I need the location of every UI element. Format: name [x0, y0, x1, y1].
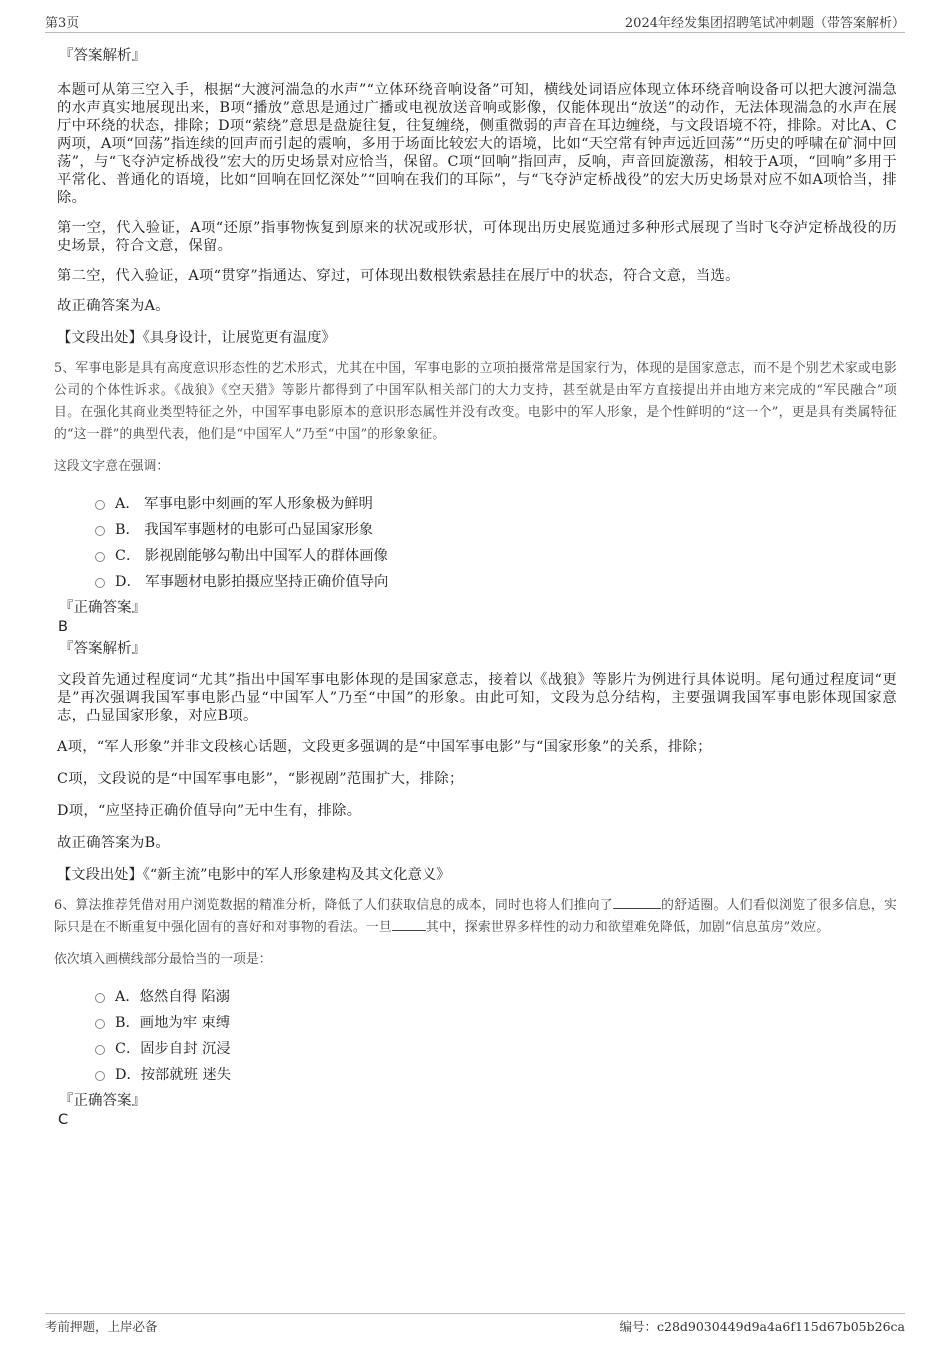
- correct-answer: B: [58, 619, 68, 635]
- question-6-prompt: 依次填入画横线部分最恰当的一项是：: [54, 952, 272, 967]
- analysis-paragraph: 故正确答案为A。: [57, 298, 170, 314]
- analysis-title: 『答案解析』: [59, 641, 146, 657]
- source-citation: 【文段出处】《“新主流”电影中的军人形象建构及其文化意义》: [57, 867, 451, 883]
- option-label: B．画地为牢 束缚: [115, 1015, 231, 1031]
- analysis-paragraph: C项，文段说的是“中国军事电影”，“影视剧”范围扩大，排除；: [57, 771, 464, 787]
- option-a[interactable]: [95, 490, 897, 516]
- main-content: [54, 46, 897, 1129]
- correct-answer: C: [58, 1112, 69, 1128]
- question-5-options: [95, 490, 897, 594]
- analysis-paragraph: 本题可从第三空入手，根据“大渡河湍急的水声”“立体环绕音响设备”可知，横线处词语应体现立体环绕音响设备可以把大渡河湍急的水声真实地展现出来，B项“播放”意思是通过广播或电视放送音响或影像，仅能体现出“放送”的动作，无法体现湍急的水声在展厅中环绕的状态，排除；D项“萦绕”意思是盘旋往复，往复缠绕，侧重微弱的声音在耳边缠绕，与文段语境不符，排除。对比A、C两项，A项“回荡”指连续的回声而引起的震响，多用于场面比较宏大的语境，比如“天空常有钟声远近回荡”“历史的呼啸在矿洞中回荡”，与“飞夺泸定桥战役”宏大的历史场景对应恰当，保留。C项“回响”指回声，反响，声音回旋激荡，相较于A项，“回响”多用于平常化、普通化的语境，比如“回响在回忆深处”“回响在我们的耳际”，与“飞夺泸定桥战役”的宏大历史场景对应不如A项恰当，排除。: [57, 82, 897, 206]
- page-footer: [45, 1313, 905, 1335]
- document-id: 编号：c28d9030449d9a4a6f115d67b05b26ca: [619, 1319, 905, 1334]
- analysis-paragraph: D项，“应坚持正确价值导向”无中生有，排除。: [57, 803, 362, 819]
- radio-icon[interactable]: [95, 1019, 105, 1029]
- fill-blank: [392, 918, 426, 931]
- correct-answer-title: 『正确答案』: [59, 1093, 146, 1109]
- radio-icon[interactable]: [95, 1071, 105, 1081]
- option-label: B． 我国军事题材的电影可凸显国家形象: [115, 522, 374, 538]
- option-c[interactable]: [95, 542, 897, 568]
- source-citation: 【文段出处】《具身设计，让展览更有温度》: [57, 330, 336, 346]
- option-label: C．固步自封 沉浸: [115, 1041, 231, 1057]
- option-b[interactable]: [95, 516, 897, 542]
- fill-blank: [613, 896, 661, 909]
- option-label: C． 影视剧能够勾勒出中国军人的群体画像: [115, 548, 388, 564]
- radio-icon[interactable]: [95, 552, 105, 562]
- option-label: D． 军事题材电影拍摄应坚持正确价值导向: [115, 574, 389, 590]
- radio-icon[interactable]: [95, 526, 105, 536]
- page-header: [45, 12, 905, 33]
- radio-icon[interactable]: [95, 500, 105, 510]
- radio-icon[interactable]: [95, 578, 105, 588]
- question-6-text: 6、算法推荐凭借对用户浏览数据的精准分析，降低了人们获取信息的成本，同时也将人们推向了 的舒适圈。人们看似浏览了很多信息，实际只是在不断重复中强化固有的喜好和对事物的看法。一旦 其中，探索世界多样性的动力和欲望难免降低，加剧“信息茧房”效应。: [54, 898, 897, 935]
- analysis-title: 『答案解析』: [59, 48, 146, 64]
- radio-icon[interactable]: [95, 1045, 105, 1055]
- analysis-paragraph: 故正确答案为B。: [57, 835, 170, 851]
- radio-icon[interactable]: [95, 993, 105, 1003]
- question-6-options: [95, 983, 897, 1087]
- question-5-text: 5、军事电影是具有高度意识形态性的艺术形式，尤其在中国，军事电影的立项拍摄常常是国家行为，体现的是国家意志，而不是个别艺术家或电影公司的个体性诉求。《战狼》《空天猎》等影片都得到了中国军队相关部门的大力支持，甚至就是由军方直接提出并由地方来完成的“军民融合”项目。在强化其商业类型特征之外，中国军事电影原本的意识形态属性并没有改变。电影中的军人形象，是个性鲜明的“这一个”，更是具有类属特征的“这一群”的典型代表，他们是“中国军人”乃至“中国”的形象象征。: [54, 361, 897, 442]
- document-title: 2024年经发集团招聘笔试冲刺题（带答案解析）: [624, 16, 905, 31]
- option-label: A． 军事电影中刻画的军人形象极为鲜明: [115, 496, 373, 512]
- analysis-paragraph: 第一空，代入验证，A项“还原”指事物恢复到原来的状况或形状，可体现出历史展览通过多种形式展现了当时飞夺泸定桥战役的历史场景，符合文意，保留。: [57, 220, 897, 254]
- option-a[interactable]: [95, 983, 897, 1009]
- analysis-paragraph: 文段首先通过程度词“尤其”指出中国军事电影体现的是国家意志，接着以《战狼》等影片为例进行具体说明。尾句通过程度词“更是”再次强调我国军事电影凸显“中国军人”乃至“中国”的形象。由此可知，文段为总分结构，主要强调我国军事电影体现国家意志，凸显国家形象，对应B项。: [57, 672, 897, 724]
- analysis-paragraph: A项，“军人形象”并非文段核心话题，文段更多强调的是“中国军事电影”与“国家形象”的关系，排除；: [57, 739, 712, 755]
- footer-slogan: 考前押题，上岸必备: [45, 1319, 158, 1334]
- option-b[interactable]: [95, 1009, 897, 1035]
- option-label: D．按部就班 迷失: [115, 1067, 232, 1083]
- page-number: 第3页: [45, 16, 80, 31]
- option-d[interactable]: [95, 1061, 897, 1087]
- correct-answer-title: 『正确答案』: [59, 600, 146, 616]
- option-c[interactable]: [95, 1035, 897, 1061]
- question-5-prompt: 这段文字意在强调：: [54, 459, 170, 474]
- option-label: A．悠然自得 陷溺: [115, 989, 230, 1005]
- analysis-paragraph: 第二空，代入验证，A项“贯穿”指通达、穿过，可体现出数根铁索悬挂在展厅中的状态，符合文意，当选。: [57, 268, 740, 284]
- option-d[interactable]: [95, 568, 897, 594]
